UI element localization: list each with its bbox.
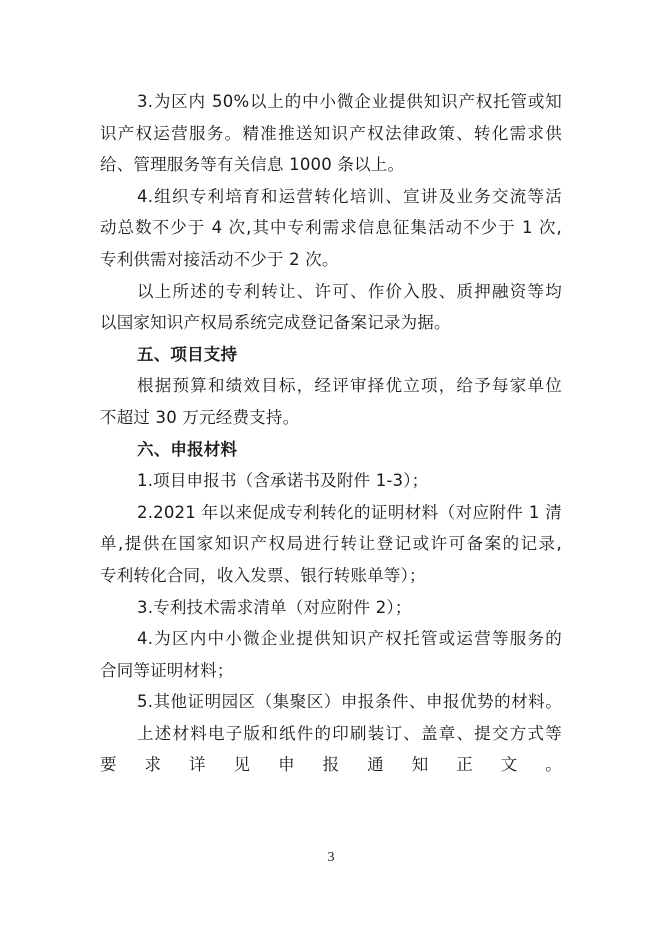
text-line: 1.项目申报书（含承诺书及附件 1-3）；	[137, 471, 429, 491]
page-number: 3	[327, 850, 335, 865]
text-line: 专利供需对接活动不少于 2 次。	[100, 249, 339, 269]
text-line: 合同等证明材料；	[100, 660, 234, 680]
text-line: 单,提供在国家知识产权局进行转让登记或许可备案的记录,	[100, 534, 562, 554]
text-line: 3.专利技术需求清单（对应附件 2）；	[137, 597, 412, 617]
document-body	[100, 86, 562, 781]
text-line: 识产权运营服务。精准推送知识产权法律政策、转化需求供	[100, 123, 562, 143]
text-line: 动总数不少于 4 次,其中专利需求信息征集活动不少于 1 次,	[100, 218, 562, 238]
text-line: 以上所述的专利转让、许可、作价入股、质押融资等均	[137, 281, 562, 301]
text-line: 4.为区内中小微企业提供知识产权托管或运营等服务的	[137, 629, 562, 649]
text-line: 要求详见申报通知正文。	[100, 755, 562, 775]
text-line: 不超过 30 万元经费支持。	[100, 407, 300, 427]
section-heading-project-support: 五、项目支持	[137, 344, 238, 364]
section-heading-application-materials: 六、申报材料	[137, 439, 238, 459]
text-line: 5.其他证明园区（集聚区）申报条件、申报优势的材料。	[137, 692, 562, 712]
text-line: 根据预算和绩效目标，经评审择优立项，给予每家单位	[137, 376, 562, 396]
text-line: 2.2021 年以来促成专利转化的证明材料（对应附件 1 清	[137, 502, 562, 522]
text-line: 上述材料电子版和纸件的印刷装订、盖章、提交方式等	[137, 723, 562, 743]
text-line: 给、管理服务等有关信息 1000 条以上。	[100, 155, 405, 175]
text-line: 以国家知识产权局系统完成登记备案记录为据。	[100, 313, 451, 333]
text-line: 4.组织专利培育和运营转化培训、宣讲及业务交流等活	[137, 186, 562, 206]
text-line: 专利转化合同，收入发票、银行转账单等）；	[100, 565, 426, 585]
text-line: 3.为区内 50%以上的中小微企业提供知识产权托管或知	[137, 92, 562, 111]
